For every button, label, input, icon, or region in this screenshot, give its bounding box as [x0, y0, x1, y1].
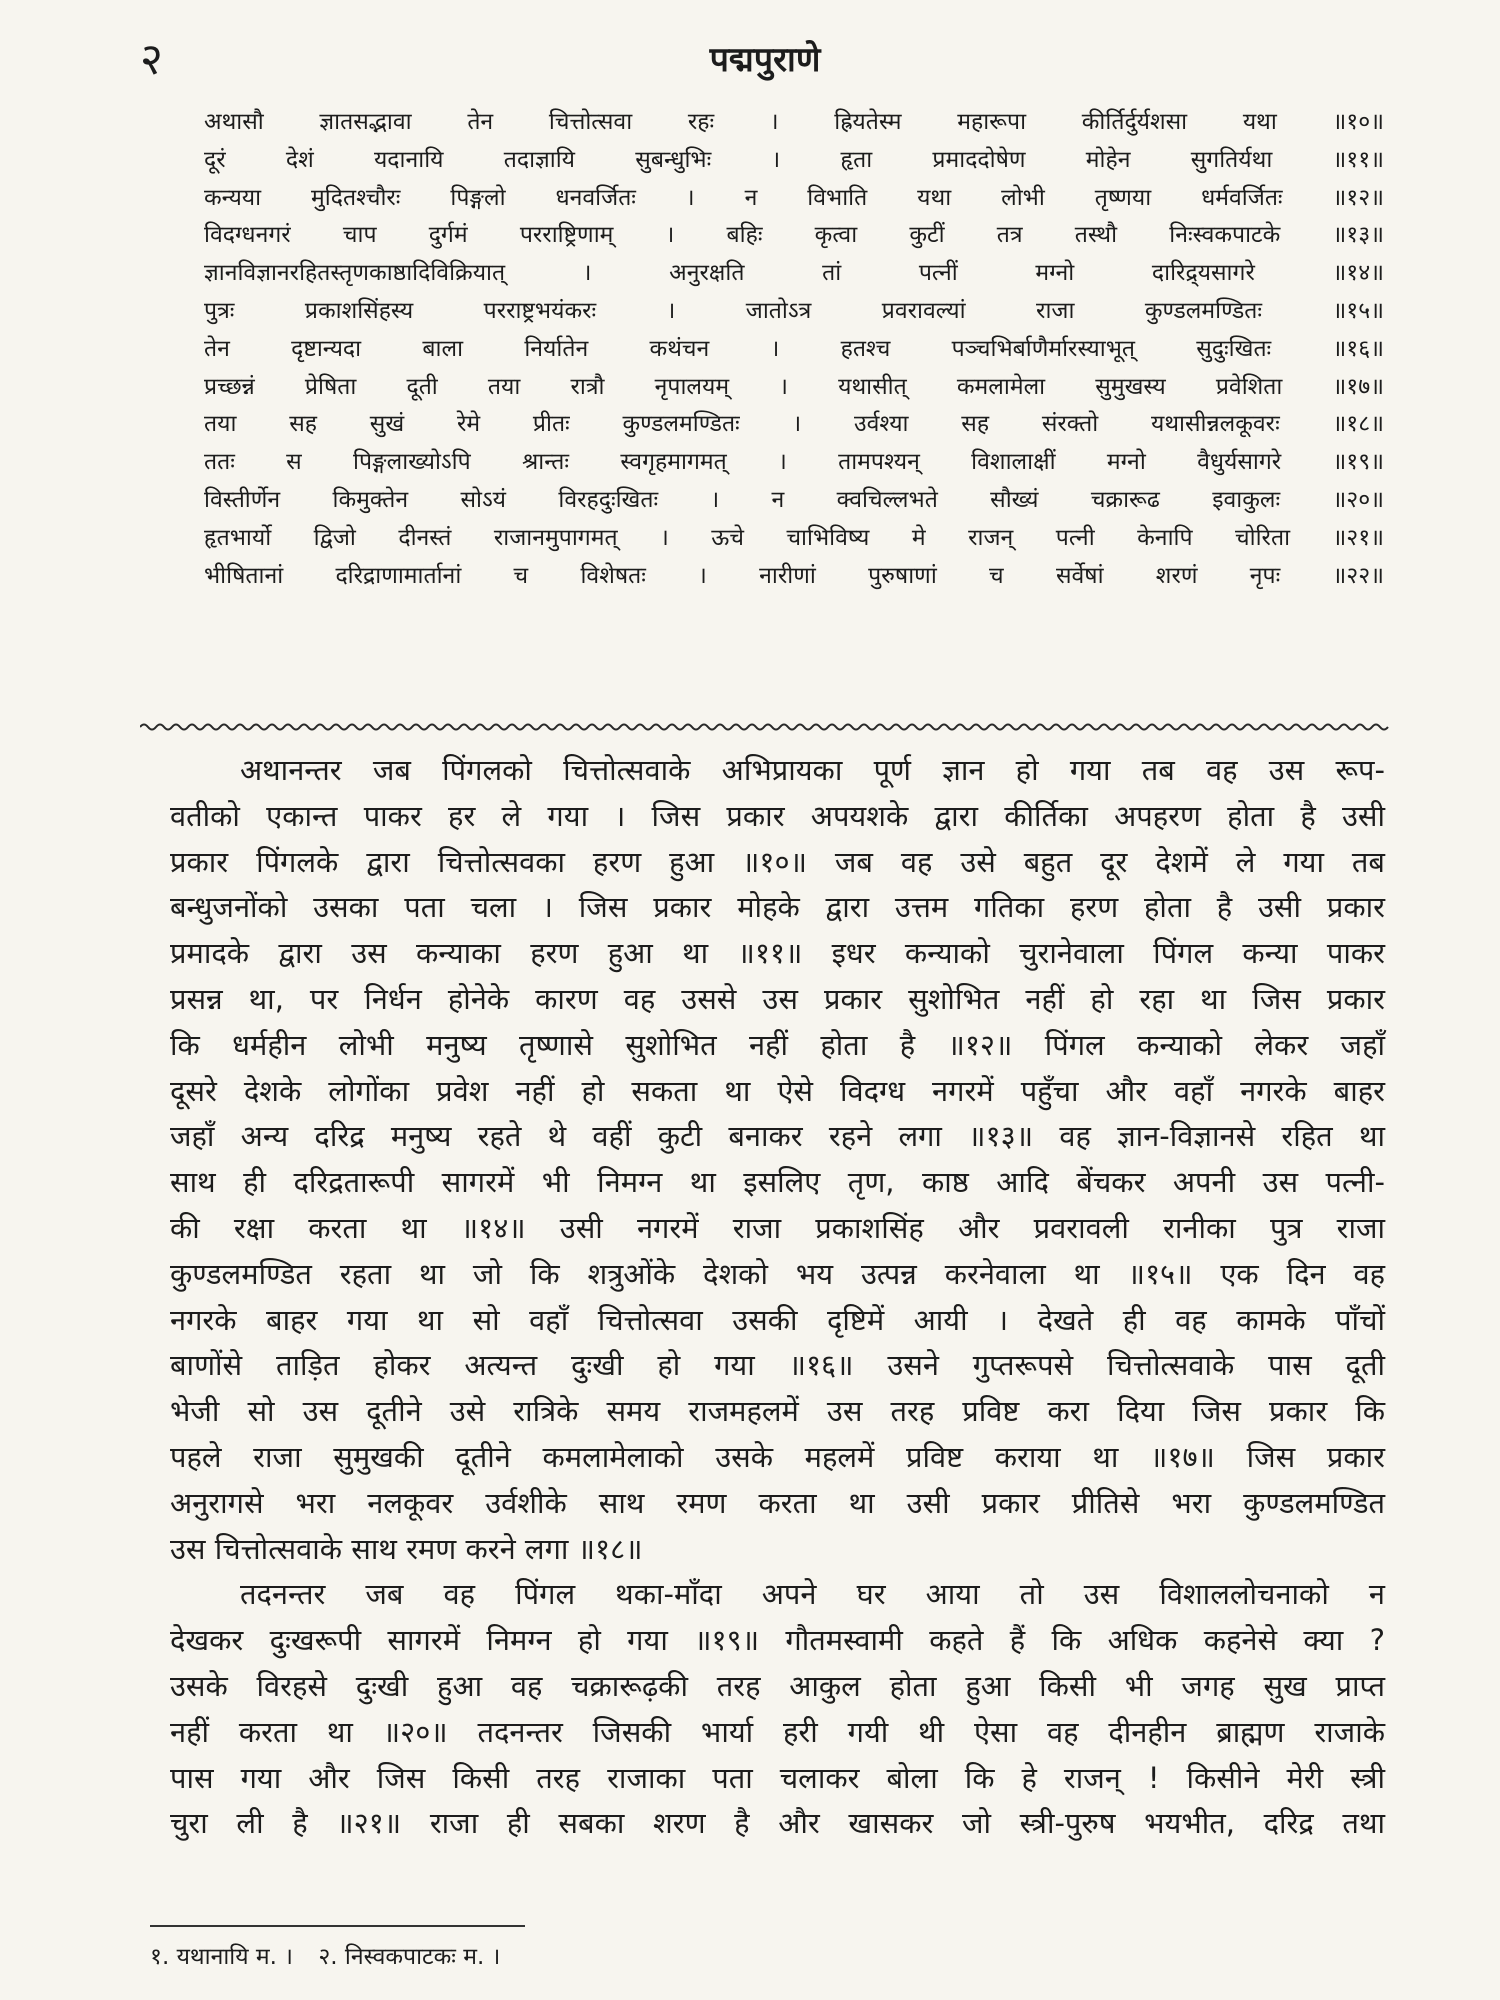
footnotes [150, 1940, 518, 1974]
wavy-divider [140, 718, 1390, 736]
translation-line: की रक्षा करता था ॥१४॥ उसी नगरमें राजा प्रकाशसिंह और प्रवरावली रानीका पुत्र राजा [170, 1210, 1385, 1245]
translation-line: साथ ही दरिद्रतारूपी सागरमें भी निमग्न था इसलिए तृण, काष्ठ आदि बेंचकर अपनी उस पत्नी- [170, 1165, 1385, 1200]
verse-line: विस्तीर्णेन किमुक्तेन सोऽयं विरहदुःखितः । न क्वचिल्लभते सौख्यं चक्रारूढ इवाकुलः ॥२०॥ [204, 486, 1384, 513]
translation-line: बन्धुजनोंको उसका पता चला । जिस प्रकार मोहके द्वारा उत्तम गतिका हरण होता है उसी प्रकार [170, 890, 1385, 925]
translation-line: प्रमादके द्वारा उस कन्याका हरण हुआ था ॥११॥ इधर कन्याको चुरानेवाला पिंगल कन्या पाकर [170, 936, 1385, 971]
translation-line: चुरा ली है ॥२१॥ राजा ही सबका शरण है और खासकर जो स्त्री-पुरुष भयभीत, दरिद्र तथा [170, 1806, 1385, 1841]
translation-line: अनुरागसे भरा नलकूवर उर्वशीके साथ रमण करता था उसी प्रकार प्रीतिसे भरा कुण्डलमण्डित [170, 1485, 1385, 1520]
verse-line: तेन दृष्टान्यदा बाला निर्यातेन कथंचन । हतश्च पञ्चभिर्बाणैर्मारस्याभूत् सुदुःखितः ॥१६॥ [204, 335, 1384, 362]
page-header [140, 34, 1390, 94]
translation-line: उस चित्तोत्सवाके साथ रमण करने लगा ॥१८॥ [170, 1531, 643, 1566]
verse-line: तया सह सुखं रेमे प्रीतः कुण्डलमण्डितः । उर्वश्या सह संरक्तो यथासीन्नलकूवरः ॥१८॥ [204, 411, 1384, 438]
translation-line: कुण्डलमण्डित रहता था जो कि शत्रुओंके देशको भय उत्पन्न करनेवाला था ॥१५॥ एक दिन वह [170, 1256, 1385, 1291]
translation-line: पहले राजा सुमुखकी दूतीने कमलामेलाको उसके महलमें प्रविष्ट कराया था ॥१७॥ जिस प्रकार [170, 1439, 1385, 1474]
translation-line: वतीको एकान्त पाकर हर ले गया । जिस प्रकार अपयशके द्वारा कीर्तिका अपहरण होता है उसी [170, 798, 1385, 833]
footnote-rule [150, 1925, 525, 1927]
verse-line: हृतभार्यो द्विजो दीनस्तं राजानमुपागमत् । ऊचे चाभिविष्य मे राजन् पत्नी केनापि चोरिता ॥२१॥ [204, 524, 1384, 551]
translation-line: दूसरे देशके लोगोंका प्रवेश नहीं हो सकता था ऐसे विदग्ध नगरमें पहुँचा और वहाँ नगरके बाहर [170, 1073, 1385, 1108]
translation-line: भेजी सो उस दूतीने उसे रात्रिके समय राजमहलमें उस तरह प्रविष्ट करा दिया जिस प्रकार कि [170, 1394, 1385, 1429]
translation-line: देखकर दुःखरूपी सागरमें निमग्न हो गया ॥१९॥ गौतमस्वामी कहते हैं कि अधिक कहनेसे क्या ? [170, 1623, 1385, 1658]
footnote: १. यथानायि म. । [150, 1944, 293, 1970]
verse-line: दूरं देशं यदानायि तदाज्ञायि सुबन्धुभिः । हृता प्रमाददोषेण मोहेन सुगतिर्यथा ॥११॥ [204, 146, 1384, 173]
verse-line: भीषितानां दरिद्राणामार्तानां च विशेषतः । नारीणां पुरुषाणां च सर्वेषां शरणं नृपः ॥२२॥ [204, 562, 1384, 589]
verse-line: पुत्रः प्रकाशसिंहस्य परराष्ट्रभयंकरः । जातोऽत्र प्रवरावल्यां राजा कुण्डलमण्डितः ॥१५॥ [204, 297, 1384, 324]
verse-line: अथासौ ज्ञातसद्भावा तेन चित्तोत्सवा रहः । ह्रियतेस्म महारूपा कीर्तिर्दुर्यशसा यथा ॥१०॥ [204, 109, 1384, 135]
translation-line: तदनन्तर जब वह पिंगल थका-माँदा अपने घर आया तो उस विशाललोचनाको न [240, 1577, 1385, 1612]
verse-line: विदग्धनगरं चाप दुर्गमं परराष्ट्रिणाम् । बहिः कृत्वा कुटीं तत्र तस्थौ निःस्वकपाटके ॥१३॥ [204, 222, 1384, 249]
verse-line: ज्ञानविज्ञानरहितस्तृणकाष्ठादिविक्रियात् । अनुरक्षति तां पत्नीं मग्नो दारिद्र्यसागरे ॥१४॥ [204, 260, 1384, 287]
translation-line: जहाँ अन्य दरिद्र मनुष्य रहते थे वहीं कुटी बनाकर रहने लगा ॥१३॥ वह ज्ञान-विज्ञानसे रहित था [170, 1119, 1385, 1154]
translation-line: बाणोंसे ताड़ित होकर अत्यन्त दुःखी हो गया ॥१६॥ उसने गुप्तरूपसे चित्तोत्सवाके पास दूती [170, 1348, 1385, 1383]
translation-line: उसके विरहसे दुःखी हुआ वह चक्रारूढ़की तरह आकुल होता हुआ किसी भी जगह सुख प्राप्त [170, 1668, 1385, 1703]
translation-line: अथानन्तर जब पिंगलको चित्तोत्सवाके अभिप्रायका पूर्ण ज्ञान हो गया तब वह उस रूप- [240, 753, 1385, 787]
translation-line: प्रसन्न था, पर निर्धन होनेके कारण वह उससे उस प्रकार सुशोभित नहीं हो रहा था जिस प्रकार [170, 981, 1385, 1016]
verse-line: प्रच्छन्नं प्रेषिता दूती तया रात्रौ नृपालयम् । यथासीत् कमलामेला सुमुखस्य प्रवेशिता ॥१७॥ [204, 373, 1384, 400]
sanskrit-verses [204, 104, 1384, 595]
running-title: पद्मपुराणे [709, 40, 821, 80]
hindi-translation [170, 748, 1385, 1847]
translation-line: प्रकार पिंगलके द्वारा चित्तोत्सवका हरण हुआ ॥१०॥ जब वह उसे बहुत दूर देशमें ले गया तब [170, 844, 1385, 879]
translation-line: नहीं करता था ॥२०॥ तदनन्तर जिसकी भार्या हरी गयी थी ऐसा वह दीनहीन ब्राह्मण राजाके [170, 1714, 1385, 1749]
translation-line: पास गया और जिस किसी तरह राजाका पता चलाकर बोला कि हे राजन् ! किसीने मेरी स्त्री [170, 1760, 1385, 1795]
verse-line: ततः स पिङ्गलाख्योऽपि श्रान्तः स्वगृहमागमत् । तामपश्यन् विशालाक्षीं मग्नो वैधुर्यसागरे ॥१९॥ [204, 449, 1384, 476]
page-number: २ [140, 34, 163, 85]
verse-line: कन्यया मुदितश्चौरः पिङ्गलो धनवर्जितः । न विभाति यथा लोभी तृष्णया धर्मवर्जितः ॥१२॥ [204, 184, 1384, 211]
translation-line: नगरके बाहर गया था सो वहाँ चित्तोत्सवा उसकी दृष्टिमें आयी । देखते ही वह कामके पाँचों [170, 1302, 1385, 1337]
translation-line: कि धर्महीन लोभी मनुष्य तृष्णासे सुशोभित नहीं होता है ॥१२॥ पिंगल कन्याको लेकर जहाँ [170, 1027, 1385, 1062]
footnote: २. निस्वकपाटकः म. । [318, 1944, 501, 1970]
